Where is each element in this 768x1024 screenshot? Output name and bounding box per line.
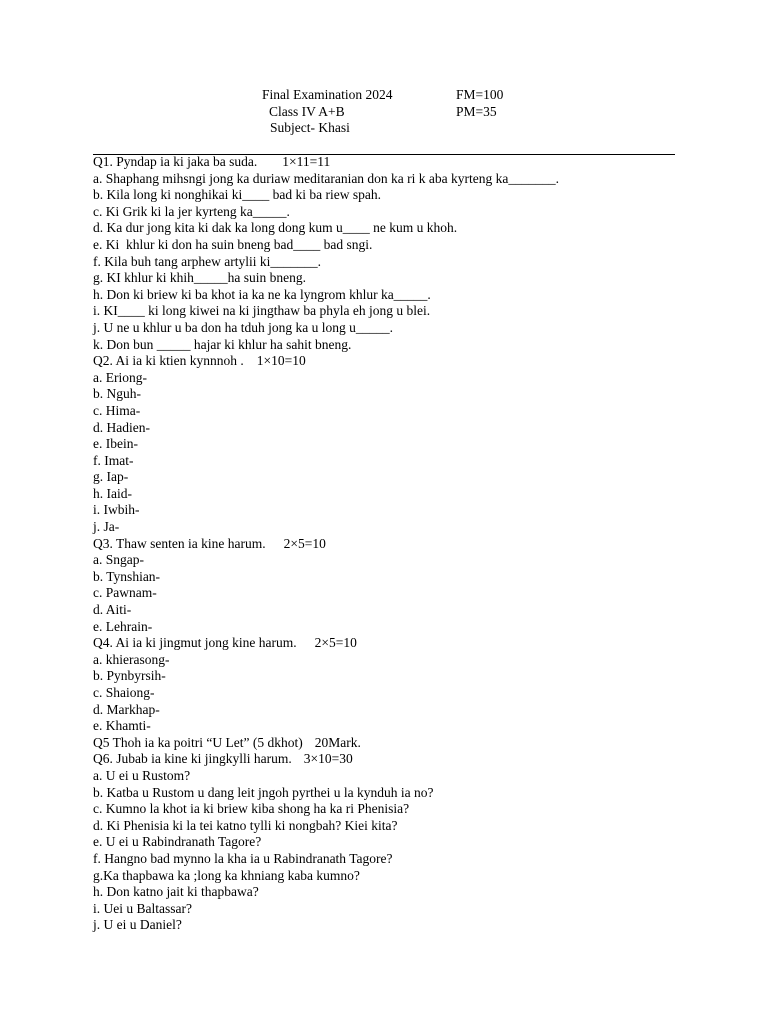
question-3-item: e. Lehrain-: [93, 618, 153, 634]
question-2-item: c. Hima-: [93, 402, 141, 418]
question-4-item: a. khierasong-: [93, 651, 170, 667]
question-4-title: Q4. Ai ia ki jingmut jong kine harum.: [93, 635, 297, 651]
subject-name: Subject- Khasi: [270, 120, 350, 136]
question-6-item: f. Hangno bad mynno la kha ia u Rabindranath Tagore?: [93, 850, 393, 866]
question-2-heading: [93, 353, 693, 370]
question-1-item: h. Don ki briew ki ba khot ia ka ne ka lyngrom khlur ka_____.: [93, 286, 431, 302]
question-2-item: i. Iwbih-: [93, 502, 140, 518]
question-4-item: e. Khamti-: [93, 718, 151, 734]
question-2-item: g. Iap-: [93, 469, 129, 485]
question-6-item: d. Ki Phenisia ki la tei katno tylli ki nongbah? Kiei kita?: [93, 817, 398, 833]
question-1-marks: 1×11=11: [282, 154, 331, 169]
question-2-title: Q2. Ai ia ki ktien kynnnoh .: [93, 353, 244, 369]
question-3-title: Q3. Thaw senten ia kine harum.: [93, 535, 266, 551]
question-6-item: h. Don katno jait ki thapbawa?: [93, 884, 259, 900]
pass-marks: PM=35: [456, 103, 497, 119]
question-2-item: a. Eriong-: [93, 369, 147, 385]
question-3-item: b. Tynshian-: [93, 568, 161, 584]
header-row-3: [262, 120, 562, 137]
question-1-item: e. Ki khlur ki don ha suin bneng bad____ bad sngi.: [93, 236, 373, 252]
question-2-item: f. Imat-: [93, 452, 134, 468]
question-6-marks: 3×10=30: [303, 751, 353, 767]
question-6-item: j. U ei u Daniel?: [93, 917, 182, 933]
question-2-marks: 1×10=10: [256, 353, 306, 369]
question-1-item: b. Kila long ki nonghikai ki____ bad ki ba riew spah.: [93, 187, 381, 203]
header-row-1: [262, 87, 562, 104]
question-1-item: k. Don bun _____ hajar ki khlur ha sahit bneng.: [93, 336, 352, 352]
question-6-heading: [93, 751, 693, 768]
question-3-item: a. Sngap-: [93, 552, 144, 568]
question-1-title: Q1. Pyndap ia ki jaka ba suda.: [93, 154, 258, 169]
question-2-item: j. Ja-: [93, 519, 120, 535]
question-2-item: d. Hadien-: [93, 419, 150, 435]
question-1-heading: [93, 154, 693, 171]
question-6-item: a. U ei u Rustom?: [93, 767, 191, 783]
question-5-title: Q5 Thoh ia ka poitri “U Let” (5 dkhot): [93, 734, 303, 750]
question-1-item: j. U ne u khlur u ba don ha tduh jong ka u long u_____.: [93, 319, 393, 335]
question-3-item: d. Aiti-: [93, 602, 132, 618]
question-5-marks: 20Mark.: [314, 734, 361, 750]
class-name: Class IV A+B: [269, 103, 345, 119]
question-4-item: c. Shaiong-: [93, 685, 155, 700]
question-3-item: c. Pawnam-: [93, 585, 157, 601]
question-4-heading: [93, 635, 693, 652]
question-list: [93, 154, 693, 934]
exam-title: Final Examination 2024: [262, 87, 393, 102]
question-2-item: b. Nguh-: [93, 386, 141, 402]
question-6-item: e. U ei u Rabindranath Tagore?: [93, 834, 262, 850]
question-3-heading: [93, 536, 693, 553]
question-1-item: c. Ki Grik ki la jer kyrteng ka_____.: [93, 203, 290, 219]
question-6-item: c. Kumno la khot ia ki briew kiba shong ha ka ri Phenisia?: [93, 801, 410, 817]
exam-header: [262, 87, 562, 137]
question-1-item: d. Ka dur jong kita ki dak ka long dong kum u____ ne kum u khoh.: [93, 220, 458, 236]
full-marks: FM=100: [456, 87, 504, 102]
question-1-item: i. KI____ ki long kiwei na ki jingthaw ba phyla eh jong u blei.: [93, 303, 431, 319]
question-3-marks: 2×5=10: [283, 535, 326, 551]
question-5-heading: [93, 735, 693, 752]
question-6-item: b. Katba u Rustom u dang leit jngoh pyrthei u la kynduh ia no?: [93, 784, 434, 800]
question-2-item: h. Iaid-: [93, 485, 132, 501]
question-4-marks: 2×5=10: [314, 635, 357, 651]
question-6-title: Q6. Jubab ia kine ki jingkylli harum.: [93, 751, 292, 767]
question-1-item: g. KI khlur ki khih_____ha suin bneng.: [93, 270, 306, 286]
question-4-item: b. Pynbyrsih-: [93, 668, 166, 684]
question-6-item: i. Uei u Baltassar?: [93, 900, 192, 916]
question-2-item: e. Ibein-: [93, 436, 138, 452]
question-6-item: g.Ka thapbawa ka ;long ka khniang kaba kumno?: [93, 867, 360, 883]
question-1-item: a. Shaphang mihsngi jong ka duriaw meditaranian don ka ri k aba kyrteng ka_______.: [93, 170, 560, 186]
question-4-item: d. Markhap-: [93, 701, 160, 717]
header-row-2: [262, 104, 562, 121]
question-1-item: f. Kila buh tang arphew artylii ki_______.: [93, 253, 321, 269]
